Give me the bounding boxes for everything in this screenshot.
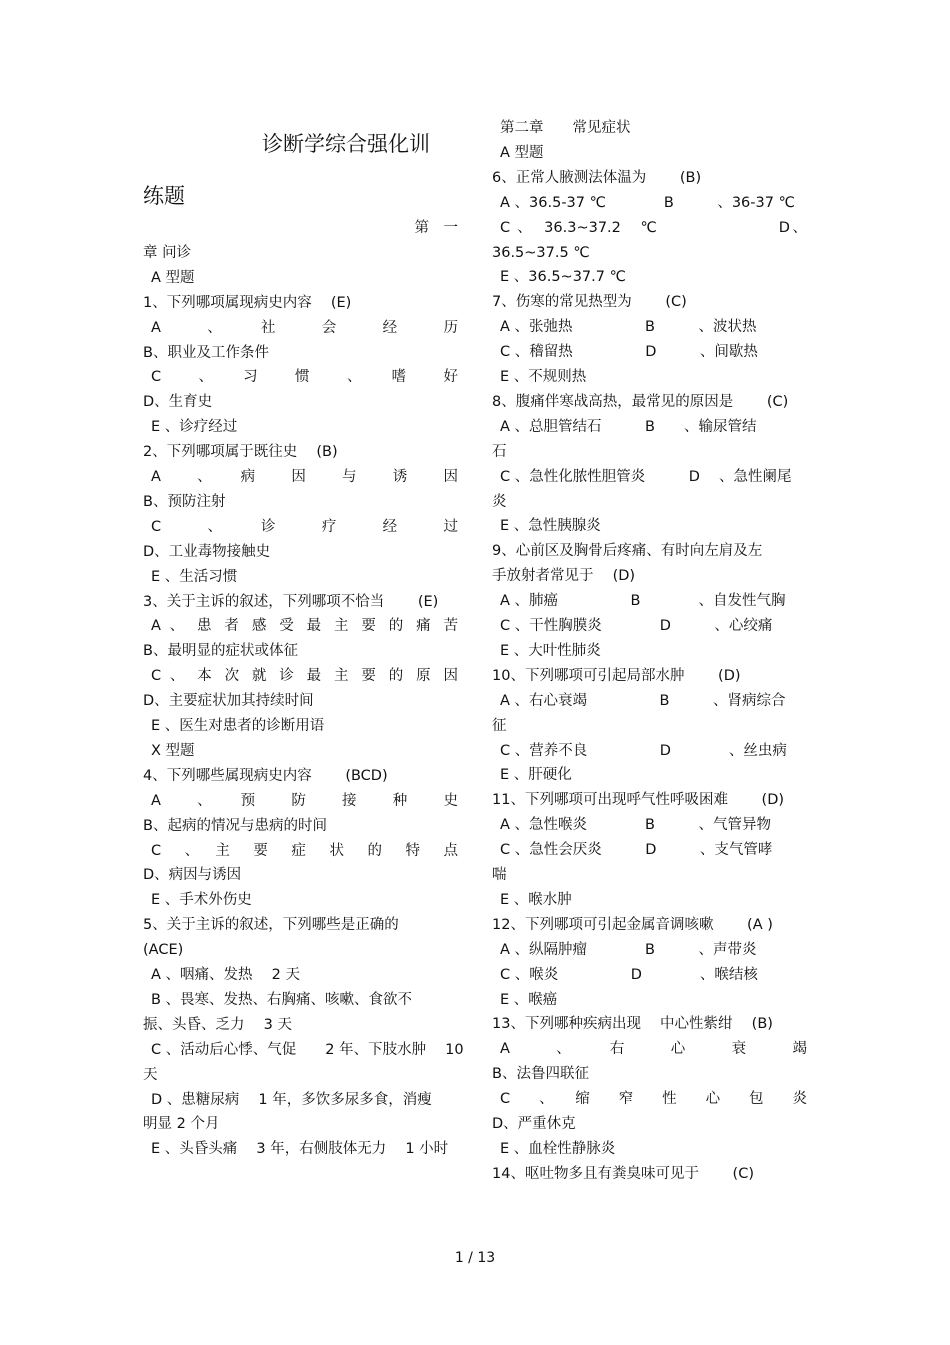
text-line: A 、 右 心 衰 竭 [500,1041,807,1058]
text-line: A 、急性喉炎 B 、气管异物 [500,817,771,834]
text-line: A 、 病 因 与 诱 因 [151,469,458,485]
text-line: C 、稽留热 D 、间歇热 [500,344,758,361]
text-line: B、起病的情况与患病的时间 [143,817,327,834]
text-line: A 、咽痛、发热 2 天 [151,967,300,983]
text-line: 第二章 常见症状 [500,120,631,136]
text-line: E 、医生对患者的诊断用语 [151,718,325,734]
text-line: D、生育史 [143,394,213,411]
text-line: 炎 [492,493,507,510]
text-line: E 、血栓性静脉炎 [500,1140,616,1157]
text-line: D、主要症状加其持续时间 [143,693,314,710]
text-line: C 、急性会厌炎 D 、支气管哮 [500,842,773,859]
text-line: A 、肺癌 B 、自发性气胸 [500,593,786,610]
text-line: 1、下列哪项属现病史内容 (E) [143,294,352,311]
text-line: 天 [143,1066,158,1083]
text-line: C 、活动后心悸、气促 2 年、下肢水肿 10 [151,1041,464,1058]
text-line: B、预防注射 [143,493,226,510]
text-line: (ACE) [143,942,184,959]
text-line: 振、头昏、乏力 3 天 [143,1016,292,1033]
text-line: A 、36.5-37 ℃ B 、36-37 ℃ [500,194,795,211]
document-title-line1: 诊断学综合强化训 [262,132,430,156]
text-line: E 、喉癌 [500,991,558,1008]
text-line: 11、下列哪项可出现呼气性呼吸困难 (D) [492,792,785,809]
text-line: 5、关于主诉的叙述，下列哪些是正确的 [143,917,399,934]
text-line: E 、36.5~37.7 ℃ [500,269,626,286]
text-line: A 、 患 者 感 受 最 主 要 的 痛 苦 [151,618,458,635]
text-line: E 、不规则热 [500,369,587,385]
text-line: A 、右心衰竭 B 、肾病综合 [500,692,786,709]
text-line: A 型题 [500,144,544,161]
text-line: C 、急性化脓性胆管炎 D 、急性阑尾 [500,468,792,485]
text-line: 明显 2 个月 [143,1116,220,1133]
text-line: D、工业毒物接触史 [143,543,271,560]
text-line: C 、 诊 疗 经 过 [151,518,458,535]
text-line: B、职业及工作条件 [143,344,269,361]
text-line: 10、下列哪项可引起局部水肿 (D) [492,667,741,684]
text-line: C 、营养不良 D 、丝虫病 [500,742,787,759]
text-line: B、法鲁四联征 [492,1066,589,1083]
text-line: 2、下列哪项属于既往史 (B) [143,444,338,461]
text-line: 9、心前区及胸骨后疼痛、有时向左肩及左 [492,543,763,560]
text-line: B 、畏寒、发热、右胸痛、咳嗽、食欲不 [151,991,413,1008]
text-line: 手放射者常见于 (D) [492,568,636,585]
text-line: 喘 [492,867,507,883]
text-line: C 、 主 要 症 状 的 特 点 [151,842,458,859]
text-line: A 、 预 防 接 种 史 [151,792,458,809]
page-number: 1 / 13 [454,1250,496,1266]
text-line: 13、下列哪种疾病出现 中心性紫绀 (B) [492,1016,773,1033]
text-line: C 、 本 次 就 诊 最 主 要 的 原 因 [151,668,458,685]
text-line: C 、喉炎 D 、喉结核 [500,966,758,983]
text-line: 6、正常人腋测法体温为 (B) [492,169,702,186]
text-line: D、严重休克 [492,1116,576,1132]
text-line: 第 一 [414,220,458,236]
text-line: A 、 社 会 经 历 [151,319,458,336]
text-line: C 、 缩 窄 性 心 包 炎 [500,1091,807,1108]
text-line: 36.5~37.5 ℃ [492,244,590,261]
text-line: 章 问诊 [143,244,192,261]
text-line: E 、诊疗经过 [151,419,238,436]
text-line: 8、腹痛伴寒战高热，最常见的原因是 (C) [492,393,789,410]
text-line: 征 [492,717,507,734]
text-line: 7、伤寒的常见热型为 (C) [492,294,687,311]
text-line: B、最明显的症状或体征 [143,643,298,660]
text-line: D 、患糖尿病 1 年，多饮多尿多食，消瘦 [151,1091,432,1108]
text-line: 3、关于主诉的叙述，下列哪项不恰当 (E) [143,593,439,610]
text-line: A 、纵隔肿瘤 B 、声带炎 [500,941,757,958]
text-line: A 、总胆管结石 B 、输尿管结 [500,418,757,435]
text-line: E 、急性胰腺炎 [500,518,601,535]
text-line: E 、生活习惯 [151,568,238,585]
text-line: A 型题 [151,269,195,286]
text-line: X 型题 [151,742,195,759]
text-line: E 、头昏头痛 3 年，右侧肢体无力 1 小时 [151,1141,449,1158]
text-line: 12、下列哪项可引起金属音调咳嗽 (A ) [492,916,773,933]
text-line: D、病因与诱因 [143,867,242,884]
text-line: 14、呕吐物多且有粪臭味可见于 (C) [492,1165,754,1182]
text-line: E 、肝硬化 [500,767,572,784]
text-line: A 、张弛热 B 、波状热 [500,319,757,336]
document-title-line2: 练题 [143,184,185,208]
text-line: C 、 36.3~37.2 ℃ D、 [500,219,807,236]
text-line: 4、下列哪些属现病史内容 (BCD) [143,767,388,784]
text-line: E 、喉水肿 [500,891,572,908]
text-line: E 、手术外伤史 [151,892,252,909]
text-line: 石 [492,443,507,460]
text-line: C 、干性胸膜炎 D 、心绞痛 [500,618,773,634]
text-line: C 、 习 惯 、 嗜 好 [151,369,458,386]
text-line: E 、大叶性肺炎 [500,642,601,659]
